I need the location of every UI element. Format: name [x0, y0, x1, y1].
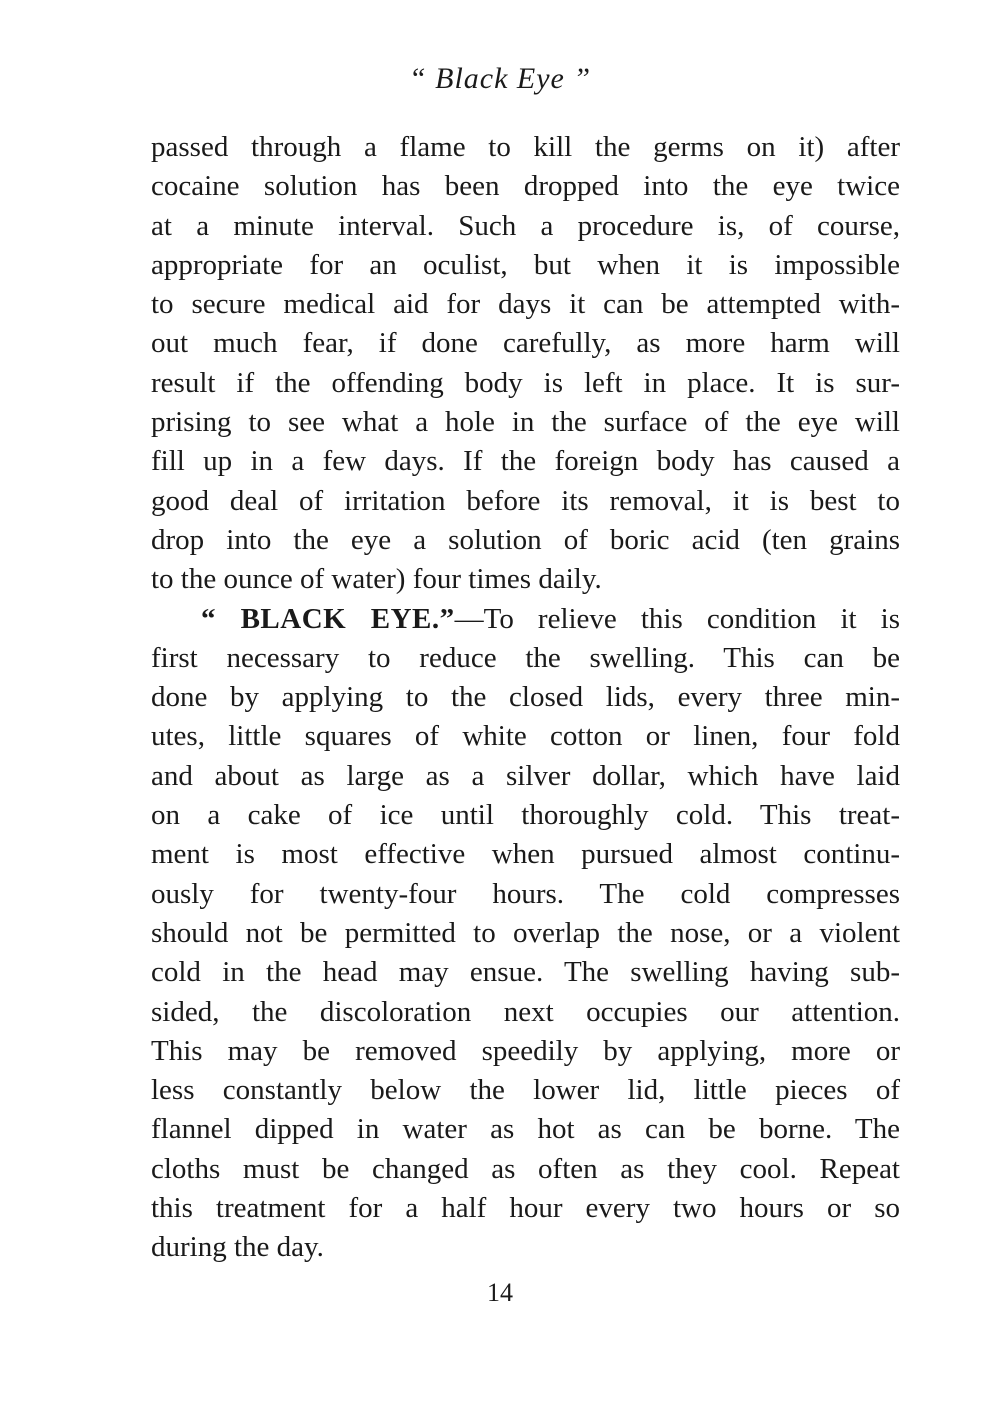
text-line: fill up in a few days. If the foreign body has caused a	[151, 445, 900, 478]
text-line: drop into the eye a solution of boric acid (ten grains	[151, 523, 900, 556]
text-line: first necessary to reduce the swelling. This can be	[151, 641, 900, 674]
text-line: passed through a flame to kill the germs on it) after	[151, 131, 900, 163]
text-line: cold in the head may ensue. The swelling having sub-	[151, 956, 900, 989]
text-line: sided, the discoloration next occupies our attention.	[151, 995, 900, 1028]
text-line: out much fear, if done carefully, as more harm will	[151, 327, 900, 360]
text-line: This may be removed speedily by applying, more or	[151, 1034, 900, 1067]
text-line: result if the offending body is left in place. It is sur-	[151, 366, 900, 399]
heading-line-text: —To relieve this condition it is	[454, 602, 900, 635]
text-line: utes, little squares of white cotton or linen, four fold	[151, 720, 900, 753]
text-line: cloths must be changed as often as they cool. Repeat	[151, 1152, 900, 1185]
text-line: during the day.	[151, 1231, 324, 1264]
text-line: this treatment for a half hour every two hours or so	[151, 1192, 900, 1225]
paragraph-black-eye	[151, 600, 900, 1268]
body-text	[151, 128, 900, 1268]
text-line: at a minute interval. Such a procedure is, of course,	[151, 209, 900, 242]
text-line: ment is most effective when pursued almost continu-	[151, 838, 900, 871]
text-line: good deal of irritation before its removal, it is best to	[151, 484, 900, 517]
page-number: 14	[487, 1278, 513, 1307]
text-line: less constantly below the lower lid, little pieces of	[151, 1074, 900, 1107]
text-line: flannel dipped in water as hot as can be borne. The	[151, 1113, 900, 1146]
text-line: ously for twenty-four hours. The cold compresses	[151, 877, 900, 910]
text-line: to the ounce of water) four times daily.	[151, 563, 602, 596]
paragraph-foreign-body	[151, 128, 900, 600]
text-line: appropriate for an oculist, but when it is impossible	[151, 248, 900, 281]
text-line: prising to see what a hole in the surface of the eye will	[151, 406, 900, 439]
text-line: to secure medical aid for days it can be attempted with-	[151, 288, 900, 321]
section-heading: “ BLACK EYE.”	[201, 602, 455, 635]
running-head: “ Black Eye ”	[408, 62, 592, 95]
text-line: should not be permitted to overlap the nose, or a violent	[151, 916, 900, 949]
text-line: and about as large as a silver dollar, which have laid	[151, 759, 900, 792]
text-line: done by applying to the closed lids, every three min-	[151, 681, 900, 714]
text-line: cocaine solution has been dropped into the eye twice	[151, 170, 900, 203]
text-line: on a cake of ice until thoroughly cold. This treat-	[151, 799, 900, 832]
section-heading-line	[151, 600, 900, 639]
